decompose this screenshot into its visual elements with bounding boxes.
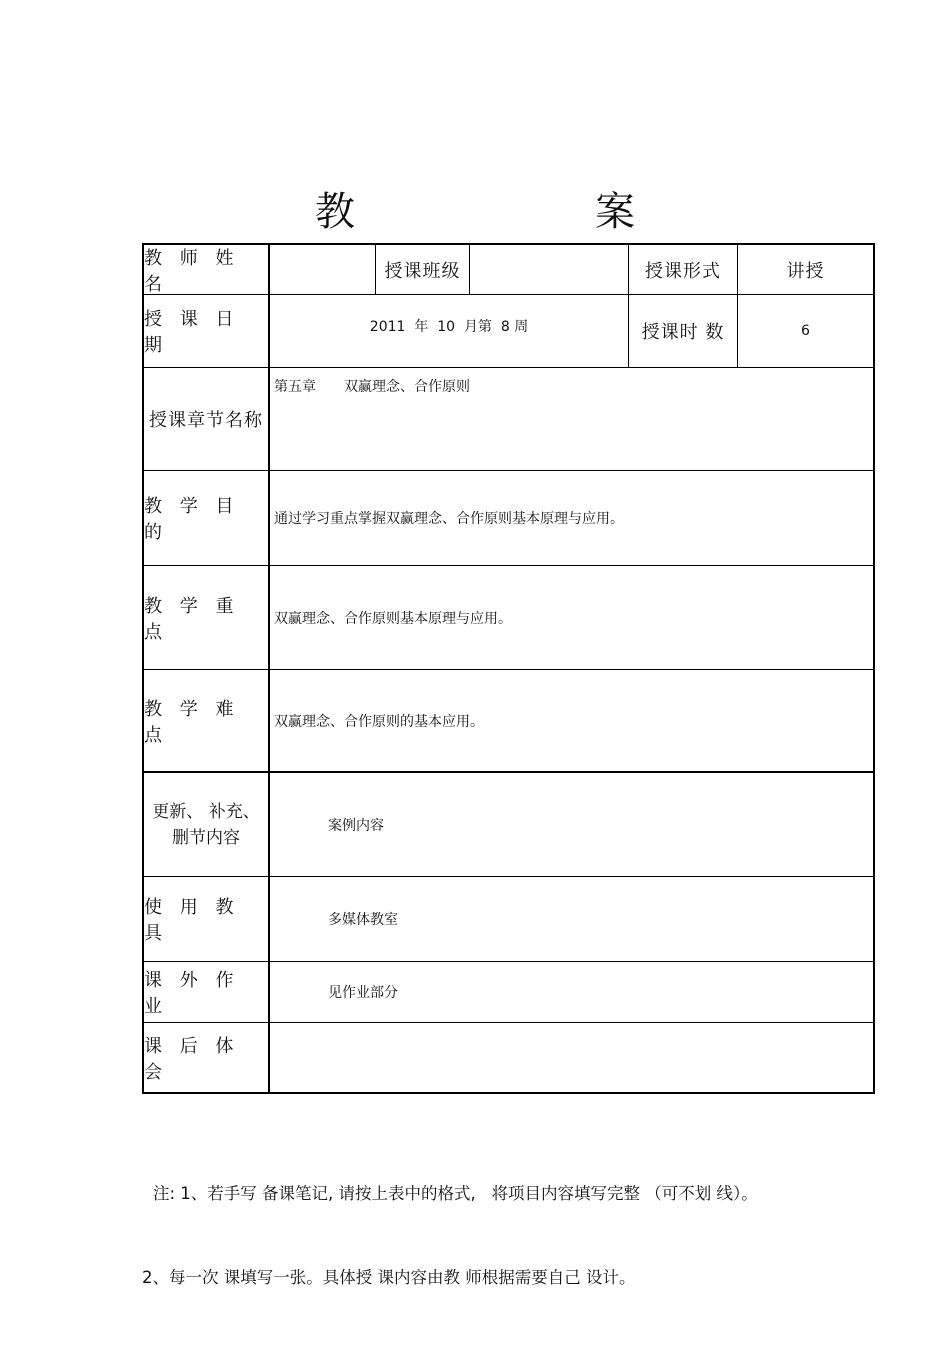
reflection-value xyxy=(270,1023,870,1092)
class-label: 授课班级 xyxy=(384,260,461,282)
hours-value: 6 xyxy=(801,323,810,339)
difficulty-value: 双赢理念、合作原则的基本应用。 xyxy=(274,713,484,730)
note-line-1: 注: 1、若手写 备课笔记, 请按上表中的格式, 将项目内容填写完整 （可不划 线）。 xyxy=(153,1184,758,1203)
homework-value: 见作业部分 xyxy=(328,985,398,1001)
hours-label: 授课时 数 xyxy=(641,322,725,343)
update-label-line-1: 更新、 补充、 xyxy=(152,801,260,822)
chapter-value: 第五章 双赢理念、合作原则 xyxy=(274,379,470,395)
note-line-2: 2、每一次 课填写一张。具体授 课内容由教 师根据需要自己 设计。 xyxy=(142,1268,636,1287)
class-value xyxy=(470,245,628,294)
update-value: 案例内容 xyxy=(328,817,384,834)
purpose-value: 通过学习重点掌握双赢理念、合作原则基本原理与应用。 xyxy=(274,511,624,527)
update-label xyxy=(144,773,268,876)
page-title: 教 案 xyxy=(315,189,735,235)
form-value: 讲授 xyxy=(786,260,825,282)
difficulty-label: 教 学 难 点 xyxy=(144,698,240,746)
notes xyxy=(142,1124,758,1320)
form-label: 授课形式 xyxy=(645,260,721,282)
homework-label: 课 外 作 业 xyxy=(144,970,240,1017)
date-label: 授 课 日 期 xyxy=(144,309,240,356)
chapter-label: 授课章节名称 xyxy=(149,410,263,431)
key-point-label: 教 学 重 点 xyxy=(144,595,240,643)
key-point-value: 双赢理念、合作原则基本原理与应用。 xyxy=(274,610,512,627)
date-value: 2011 年 10 月第 8 周 xyxy=(369,319,529,335)
teacher-name-label: 教 师 姓 名 xyxy=(144,247,240,295)
lesson-plan-table xyxy=(142,243,875,1094)
reflection-label: 课 后 体 会 xyxy=(144,1035,240,1083)
tools-label: 使 用 教 具 xyxy=(144,897,240,944)
tools-value: 多媒体教室 xyxy=(328,912,398,928)
purpose-label: 教 学 目 的 xyxy=(144,496,240,543)
teacher-name-value xyxy=(270,245,375,294)
update-label-line-2: 删节内容 xyxy=(172,827,240,848)
